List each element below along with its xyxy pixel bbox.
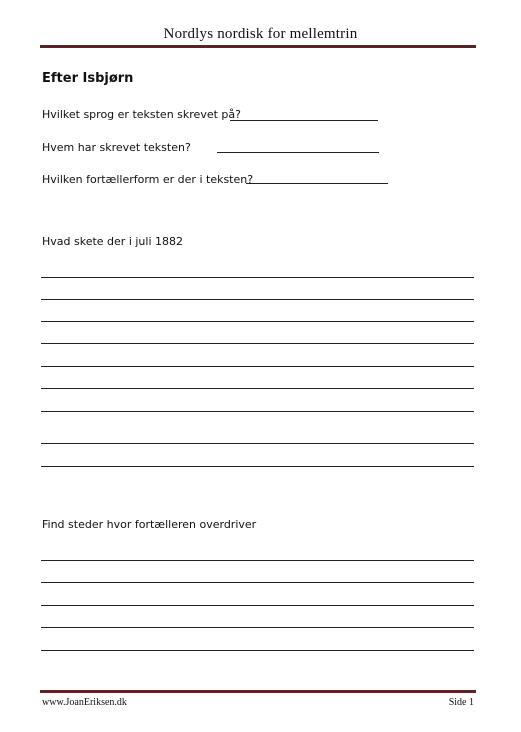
writing-line[interactable] <box>41 321 474 322</box>
writing-line[interactable] <box>41 299 474 300</box>
answer-line-author[interactable] <box>217 152 379 153</box>
question-language: Hvilket sprog er teksten skrevet på? <box>42 108 241 121</box>
footer-website: www.JoanEriksen.dk <box>42 697 127 708</box>
footer-rule <box>40 690 476 693</box>
writing-line[interactable] <box>41 443 474 444</box>
writing-line[interactable] <box>41 582 474 583</box>
writing-line[interactable] <box>41 366 474 367</box>
writing-line[interactable] <box>41 605 474 606</box>
writing-line[interactable] <box>41 627 474 628</box>
page-header-title: Nordlys nordisk for mellemtrin <box>163 26 358 42</box>
writing-line[interactable] <box>41 411 474 412</box>
question-narrator-form: Hvilken fortællerform er der i teksten? <box>42 173 254 186</box>
prompt-exaggeration: Find steder hvor fortælleren overdriver <box>42 518 257 531</box>
footer-page-number: Side 1 <box>448 697 474 708</box>
answer-line-narrator-form[interactable] <box>246 183 388 184</box>
writing-line[interactable] <box>41 560 474 561</box>
prompt-july-1882: Hvad skete der i juli 1882 <box>42 235 184 248</box>
writing-line[interactable] <box>41 343 474 344</box>
answer-line-language[interactable] <box>230 120 378 121</box>
header-rule <box>40 45 476 48</box>
writing-line[interactable] <box>41 650 474 651</box>
section-title: Efter Isbjørn <box>42 71 134 86</box>
writing-line[interactable] <box>41 388 474 389</box>
question-author: Hvem har skrevet teksten? <box>42 141 191 154</box>
writing-line[interactable] <box>41 277 474 278</box>
writing-line[interactable] <box>41 466 474 467</box>
